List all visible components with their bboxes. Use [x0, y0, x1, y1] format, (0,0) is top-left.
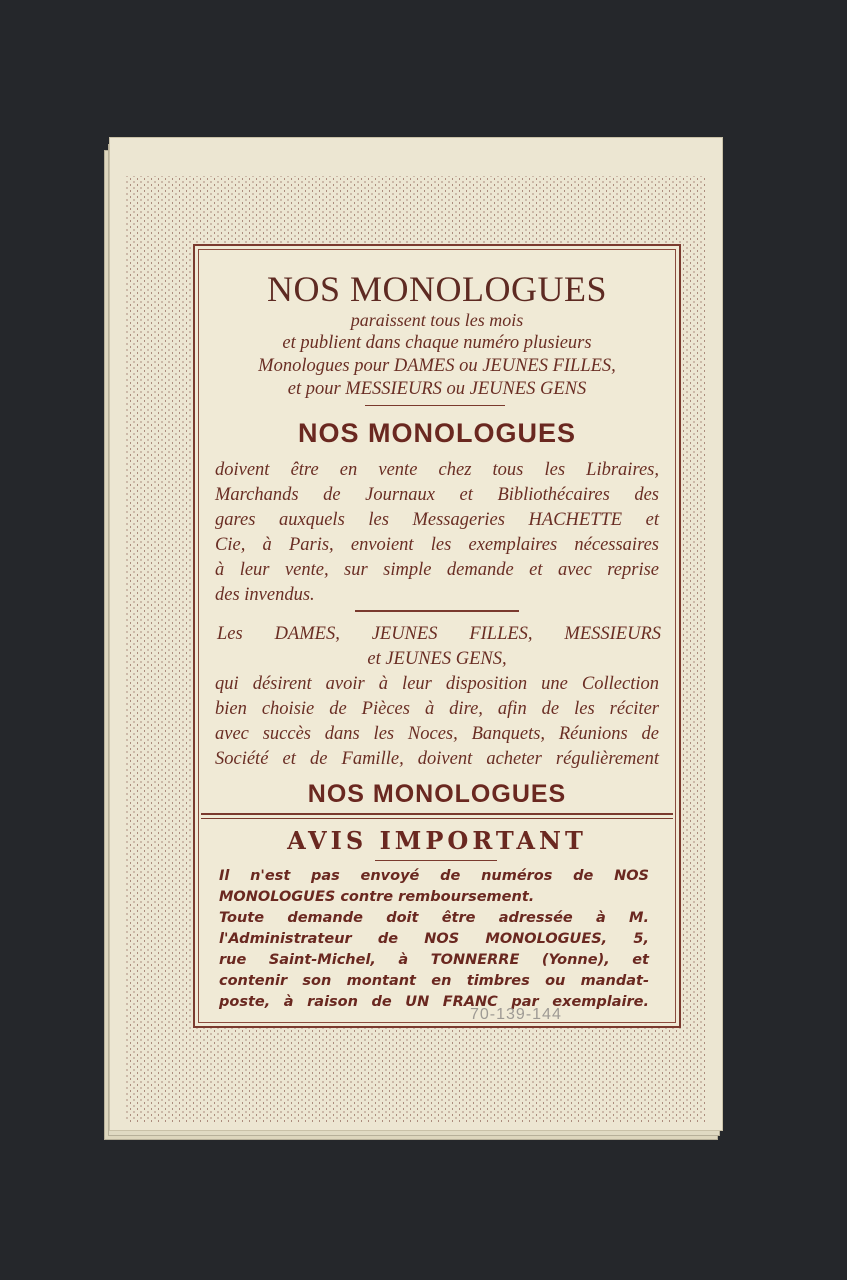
section2-line-6: des invendus. — [215, 585, 315, 605]
avis-line-5: rue Saint-Michel, à TONNERRE (Yonne), et — [219, 952, 649, 968]
heading-rule — [365, 405, 505, 406]
back-cover-page — [110, 138, 722, 1130]
heading-line-4: et pour MESSIEURS ou JEUNES GENS — [287, 379, 587, 399]
section2-line-4: Cie, à Paris, envoient les exemplaires nécessaires — [215, 535, 659, 555]
avis-line-4: l'Administrateur de NOS MONOLOGUES, 5, — [219, 931, 649, 947]
section2-line-3: gares auxquels les Messageries HACHETTE et — [215, 510, 659, 530]
section2-title: NOS MONOLOGUES — [297, 418, 576, 448]
pencil-annotation: 70-139-144 — [470, 1006, 562, 1023]
section3-line-1: Les DAMES, JEUNES FILLES, MESSIEURS — [217, 624, 661, 644]
avis-rule-top-2 — [201, 818, 673, 819]
section3-line-6: Société et de Famille, doivent acheter régulièrement — [215, 749, 659, 769]
text-panel — [193, 244, 681, 1028]
section2-line-5: à leur vente, sur simple demande et avec reprise — [215, 560, 659, 580]
avis-line-1: Il n'est pas envoyé de numéros de NOS — [219, 868, 649, 884]
avis-rule — [375, 860, 497, 861]
section3-line-2: et JEUNES GENS, — [367, 649, 507, 669]
section2-rule — [355, 610, 519, 612]
heading-line-1: paraissent tous les mois — [350, 310, 524, 330]
section3-line-4: bien choisie de Pièces à dire, afin de les réciter — [215, 699, 659, 719]
section2-line-2: Marchands de Journaux et Bibliothécaires des — [215, 485, 659, 505]
heading-line-3: Monologues pour DAMES ou JEUNES FILLES, — [258, 356, 616, 376]
avis-line-2: MONOLOGUES contre remboursement. — [219, 889, 535, 905]
section3-line-3: qui désirent avoir à leur disposition une Collection — [215, 674, 659, 694]
avis-title: AVIS IMPORTANT — [287, 826, 587, 855]
avis-line-6: contenir son montant en timbres ou mandat- — [219, 973, 649, 989]
avis-rule-top-1 — [201, 813, 673, 815]
section2-line-1: doivent être en vente chez tous les Libraires, — [215, 460, 659, 480]
heading-title: NOS MONOLOGUES — [266, 269, 608, 309]
section3-line-5: avec succès dans les Noces, Banquets, Réunions de — [215, 724, 659, 744]
avis-line-7: poste, à raison de UN FRANC par exemplaire. — [219, 994, 649, 1010]
avis-line-3: Toute demande doit être adressée à M. — [219, 910, 649, 926]
heading-line-2: et publient dans chaque numéro plusieurs — [282, 333, 592, 353]
section3-closing: NOS MONOLOGUES — [307, 780, 567, 808]
